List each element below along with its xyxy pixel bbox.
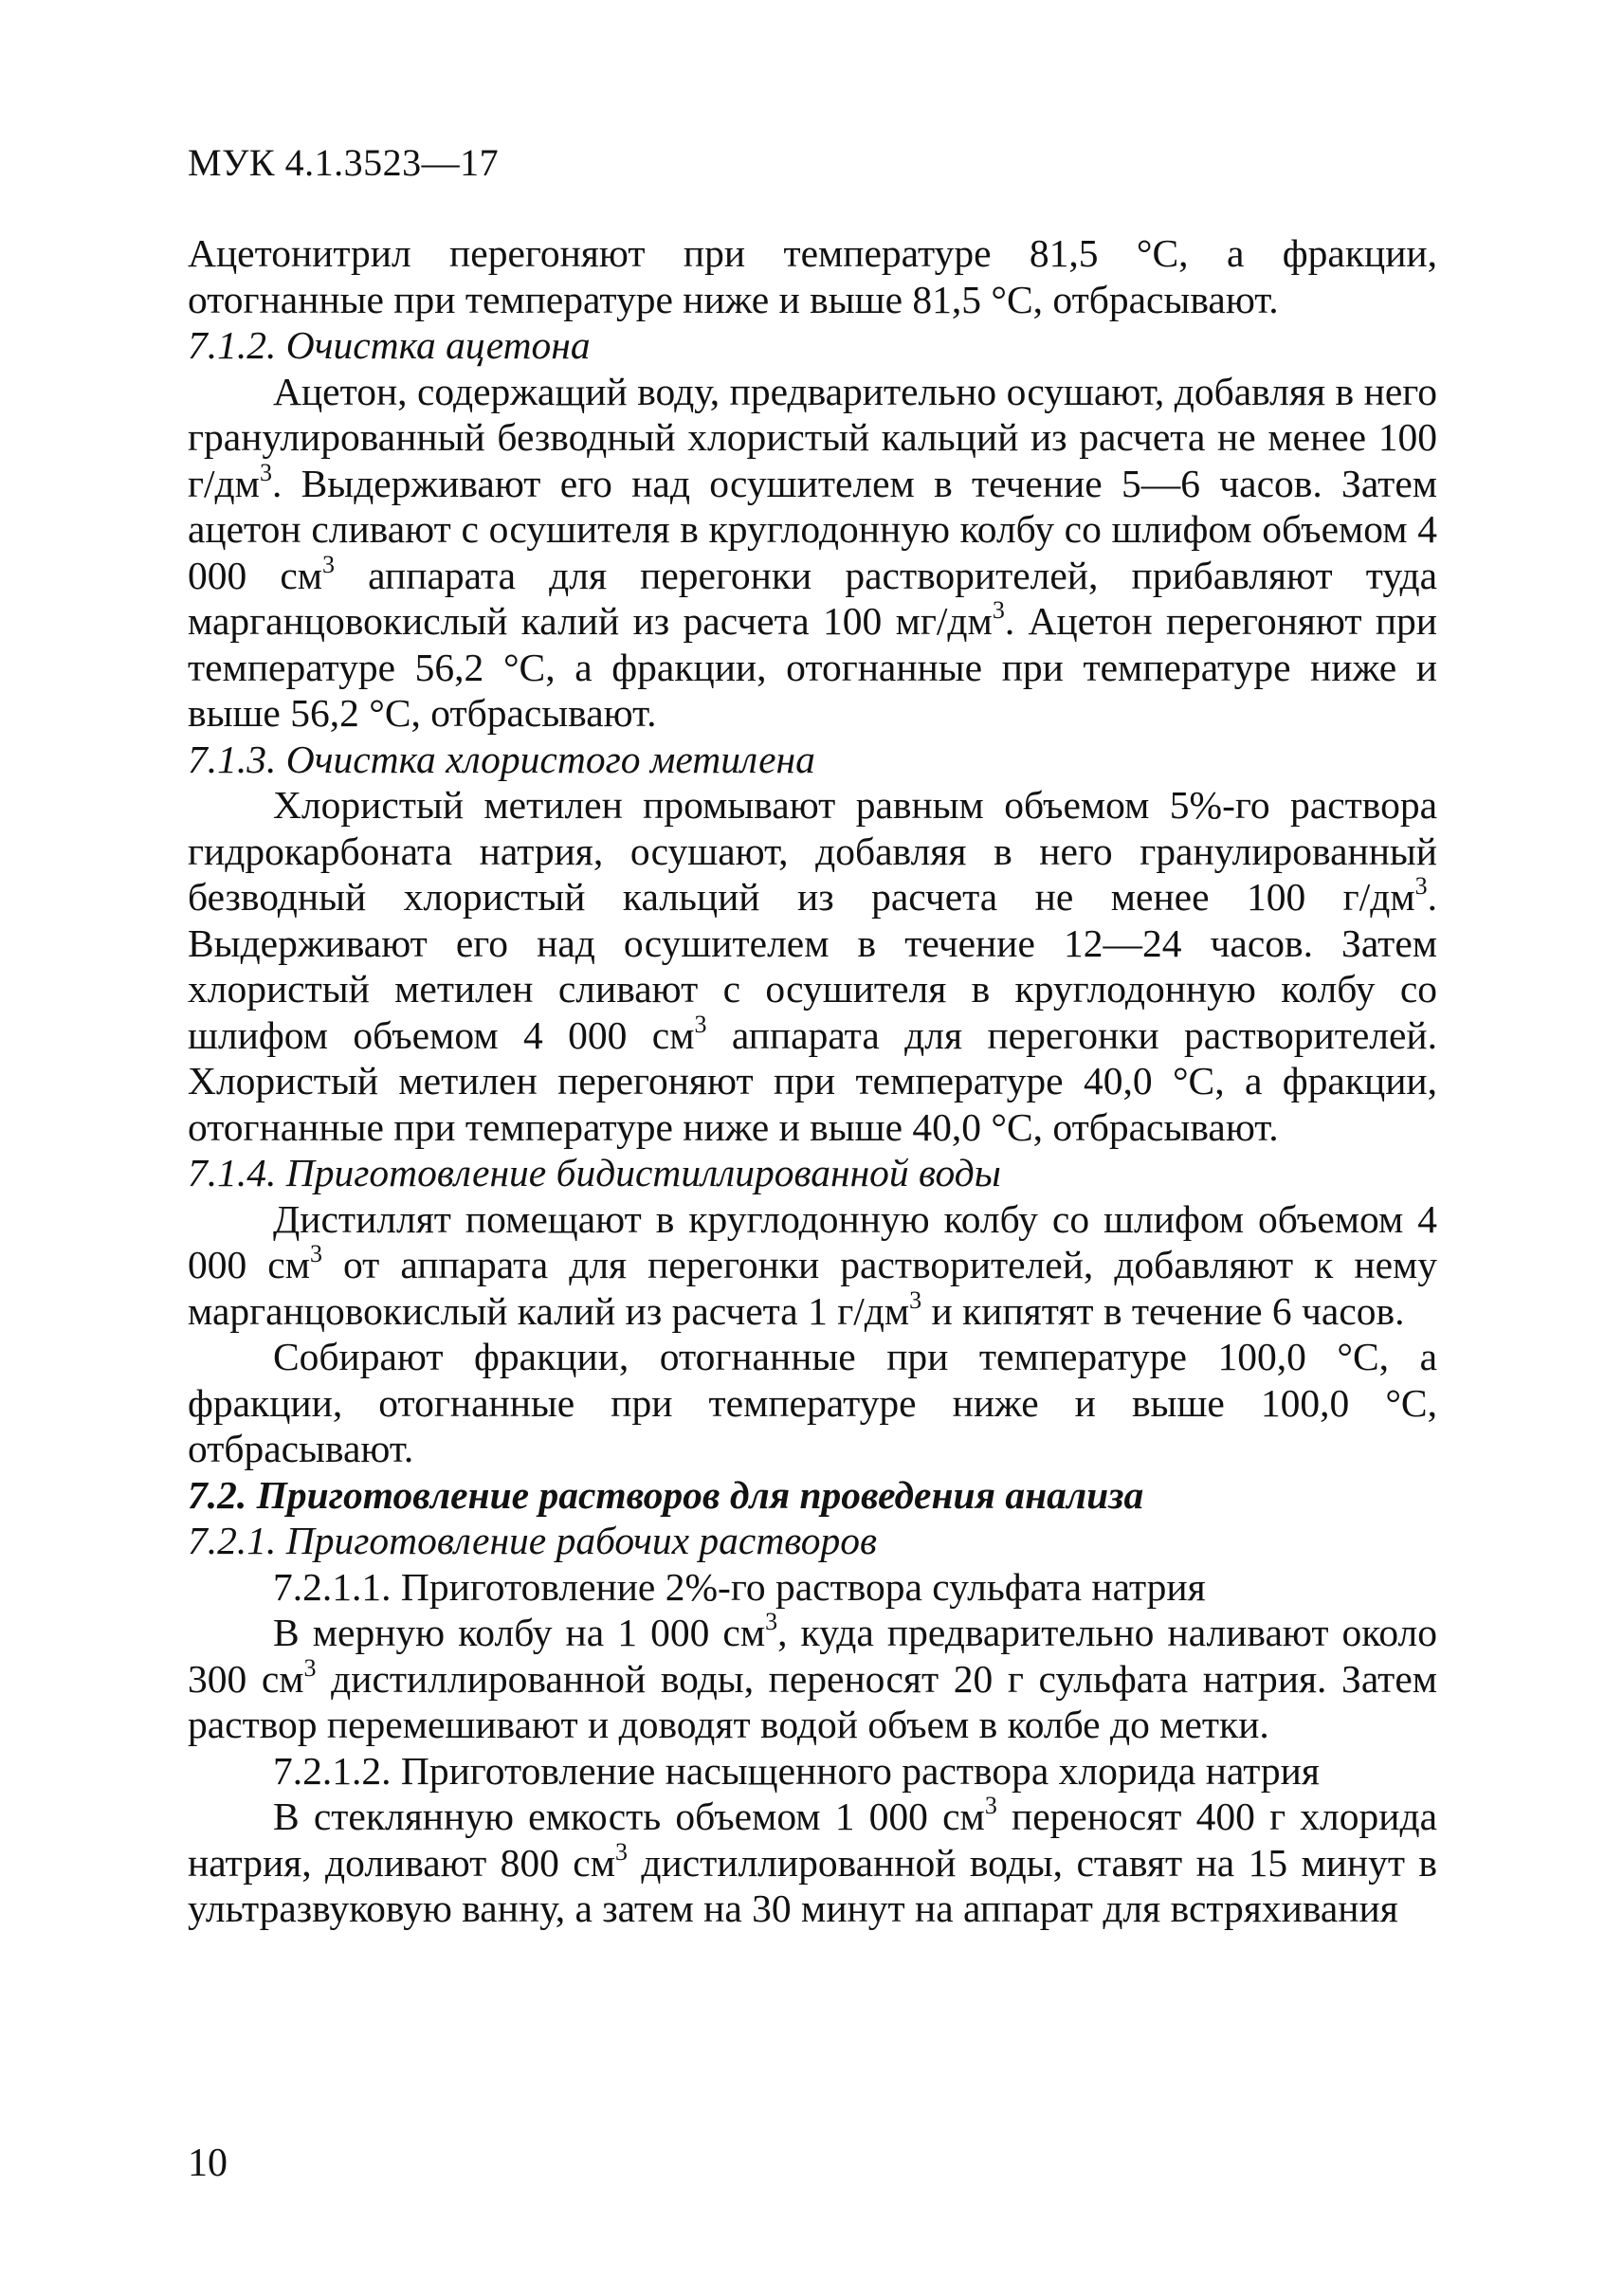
paragraph-bidistilled-water-2: Собирают фракции, отогнанные при температуре 100,0 °С, а фракции, отогнанные при температуре ниже и выше 100,0 °С, отбрасывают. bbox=[188, 1335, 1437, 1470]
superscript: 3 bbox=[615, 1837, 628, 1866]
paragraph-acetonitrile: Ацетонитрил перегоняют при температуре 81,5 °С, а фракции, отогнанные при температуре ниже и выше 81,5 °С, отбрасывают. bbox=[188, 231, 1437, 321]
superscript: 3 bbox=[765, 1608, 778, 1636]
text-run: аппарата для перегонки растворителей. Хлористый метилен перегоняют при температуре 40,0 °С, а фракции, отогнанные при температуре ниже и выше 40,0 °С, отбрасывают. bbox=[188, 1012, 1437, 1149]
text-run: и кипятят в течение 6 часов. bbox=[921, 1288, 1405, 1333]
text-run: . Выдерживают его над осушителем в течение 5—6 часов. Затем ацетон сливают с осушителя в круглодонную колбу со шлифом объемом 4 000 см bbox=[188, 461, 1437, 597]
superscript: 3 bbox=[984, 1792, 997, 1820]
superscript: 3 bbox=[303, 1653, 317, 1682]
superscript: 3 bbox=[322, 550, 336, 578]
subsection-title-7-2-1-1: 7.2.1.1. Приготовление 2%-го раствора сульфата натрия bbox=[273, 1564, 1206, 1609]
text-run: В стеклянную емкость объемом 1 000 см bbox=[273, 1795, 985, 1838]
text-run: . Ацетон перегоняют при температуре 56,2 °С, а фракции, отогнанные при температуре ниже и выше 56,2 °С, отбрасывают. bbox=[188, 599, 1438, 735]
section-heading-7-2: 7.2. Приготовление растворов для проведения анализа bbox=[188, 1472, 1144, 1517]
superscript: 3 bbox=[694, 1010, 707, 1038]
section-heading-7-2-1: 7.2.1. Приготовление рабочих растворов bbox=[188, 1519, 878, 1562]
section-heading-7-1-3: 7.1.3. Очистка хлористого метилена bbox=[188, 737, 815, 781]
text-run: В мерную колбу на 1 000 см bbox=[273, 1611, 766, 1654]
text-run: . Выдерживают его над осушителем в течение 12—24 часов. Затем хлористый метилен сливают с осушителя в круглодонную колбу со шлифом объемом 4 000 см bbox=[188, 875, 1437, 1057]
superscript: 3 bbox=[1414, 872, 1428, 901]
text-run: от аппарата для перегонки растворителей, добавляют к нему марганцовокислый калий из расчета 1 г/дм bbox=[188, 1243, 1437, 1333]
superscript: 3 bbox=[992, 596, 1005, 625]
page-number: 10 bbox=[188, 2141, 228, 2185]
superscript: 3 bbox=[909, 1285, 922, 1314]
document-body bbox=[188, 230, 1437, 1932]
text-run: , куда предварительно наливают около 300 см bbox=[188, 1611, 1437, 1701]
paragraph-sodium-sulfate bbox=[188, 1610, 1437, 1748]
paragraph-bidistilled-water-1 bbox=[188, 1196, 1437, 1335]
text-run: Хлористый метилен промывают равным объемом 5%-го раствора гидрокарбоната натрия, осушают, добавляя в него гранулированный безводный хлористый кальций из расчета не менее 100 г/дм bbox=[188, 783, 1437, 919]
superscript: 3 bbox=[259, 458, 272, 486]
text-run: дистиллированной воды, ставят на 15 минут в ультразвуковую ванну, а затем на 30 минут на аппарат для встряхивания bbox=[188, 1840, 1438, 1930]
text-run: дистиллированной воды, переносят 20 г сульфата натрия. Затем раствор перемешивают и доводят водой объем в колбе до метки. bbox=[188, 1656, 1437, 1746]
document-code-header: МУК 4.1.3523—17 bbox=[188, 141, 500, 184]
section-heading-7-1-4: 7.1.4. Приготовление бидистиллированной воды bbox=[188, 1151, 1001, 1194]
text-run: переносят 400 г хлорида натрия, доливают 800 см bbox=[188, 1795, 1437, 1885]
text-run: Дистиллят помещают в круглодонную колбу со шлифом объемом 4 000 см bbox=[188, 1196, 1437, 1286]
section-heading-7-1-2: 7.1.2. Очистка ацетона bbox=[188, 323, 591, 367]
text-run: аппарата для перегонки растворителей, прибавляют туда марганцовокислый калий из расчета 100 мг/дм bbox=[188, 553, 1438, 643]
paragraph-acetone bbox=[188, 369, 1437, 737]
paragraph-sodium-chloride bbox=[188, 1794, 1437, 1932]
superscript: 3 bbox=[309, 1240, 322, 1268]
paragraph-methylene bbox=[188, 782, 1437, 1150]
text-run: Ацетон, содержащий воду, предварительно осушают, добавляя в него гранулированный безводный хлористый кальций из расчета не менее 100 г/дм bbox=[188, 369, 1437, 505]
subsection-title-7-2-1-2: 7.2.1.2. Приготовление насыщенного раствора хлорида натрия bbox=[273, 1748, 1320, 1793]
